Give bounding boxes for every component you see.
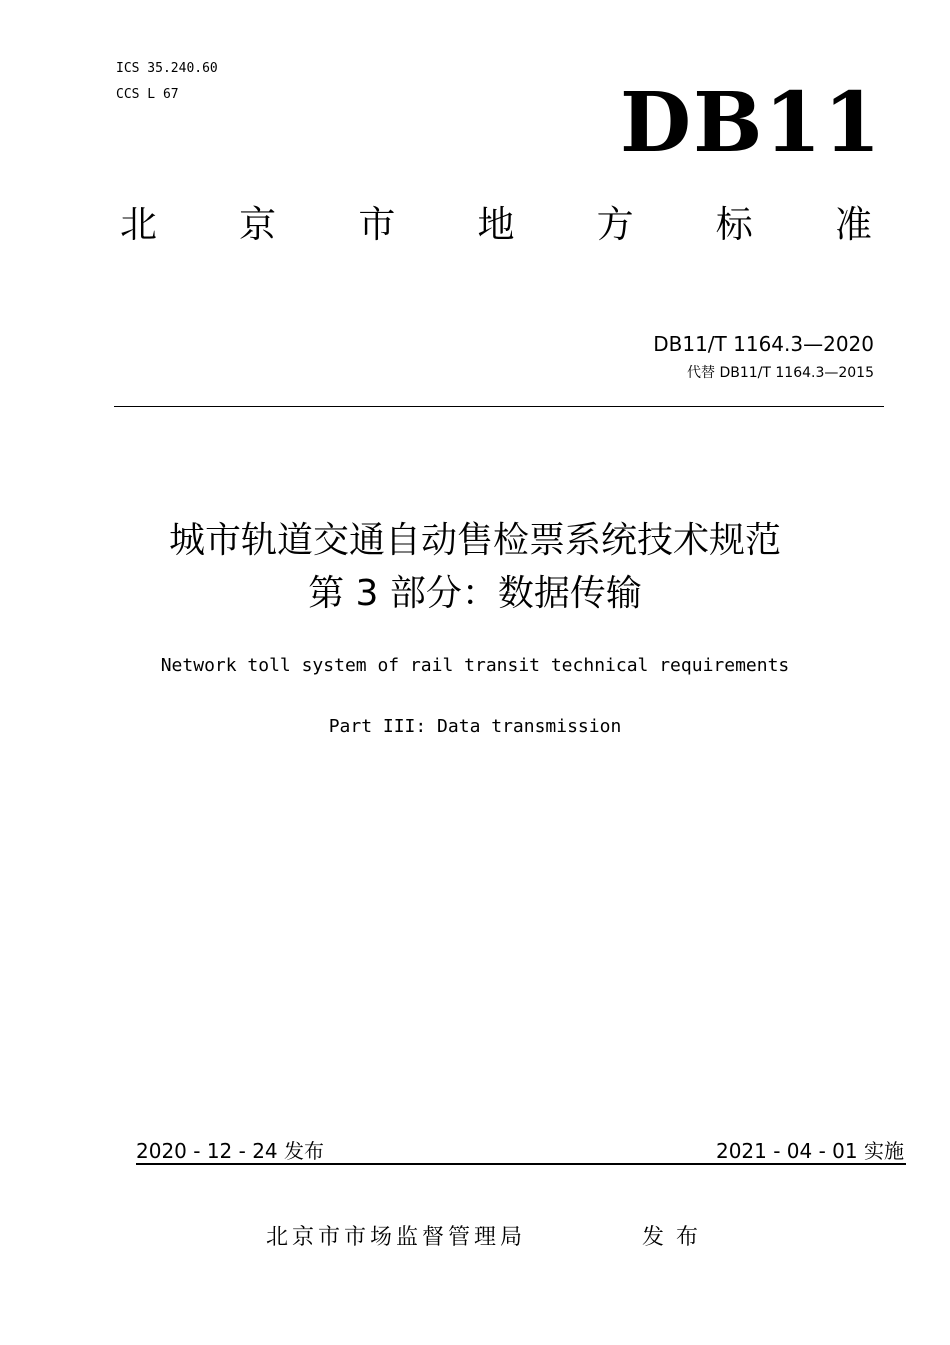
standard-number: DB11/T 1164.3—2020 bbox=[653, 332, 874, 356]
standard-type-char: 方 bbox=[596, 203, 634, 246]
english-part-title: Part III: Data transmission bbox=[328, 716, 622, 737]
footer-divider bbox=[136, 1163, 906, 1165]
chinese-title-line1: 城市轨道交通自动售检票系统技术规范 bbox=[168, 520, 781, 561]
header-divider bbox=[114, 406, 884, 407]
standard-logo: DB11 bbox=[620, 75, 883, 171]
standard-type-char: 标 bbox=[715, 203, 753, 246]
chinese-title-line2: 第 3 部分：数据传输 bbox=[308, 573, 642, 614]
replaces-standard: 代替 DB11/T 1164.3—2015 bbox=[687, 365, 874, 381]
publisher-name: 北京市市场监督管理局 bbox=[266, 1225, 527, 1250]
english-title: Network toll system of rail transit technical requirements bbox=[160, 655, 790, 676]
standard-type-char: 北 bbox=[120, 203, 157, 246]
standard-type-char: 京 bbox=[239, 203, 277, 246]
classification-codes bbox=[116, 56, 218, 108]
ics-code: ICS 35.240.60 bbox=[116, 61, 218, 76]
implementation-date: 2021 - 04 - 01 实施 bbox=[715, 1139, 904, 1163]
publish-label: 发布 bbox=[642, 1225, 711, 1250]
issue-date: 2020 - 12 - 24 发布 bbox=[136, 1139, 325, 1163]
standard-type-char: 地 bbox=[477, 203, 515, 246]
ccs-code: CCS L 67 bbox=[116, 87, 179, 102]
standard-type-char: 准 bbox=[834, 203, 872, 246]
standard-type-char: 市 bbox=[358, 203, 396, 246]
standard-type-heading bbox=[120, 200, 872, 250]
chinese-title bbox=[0, 514, 950, 620]
